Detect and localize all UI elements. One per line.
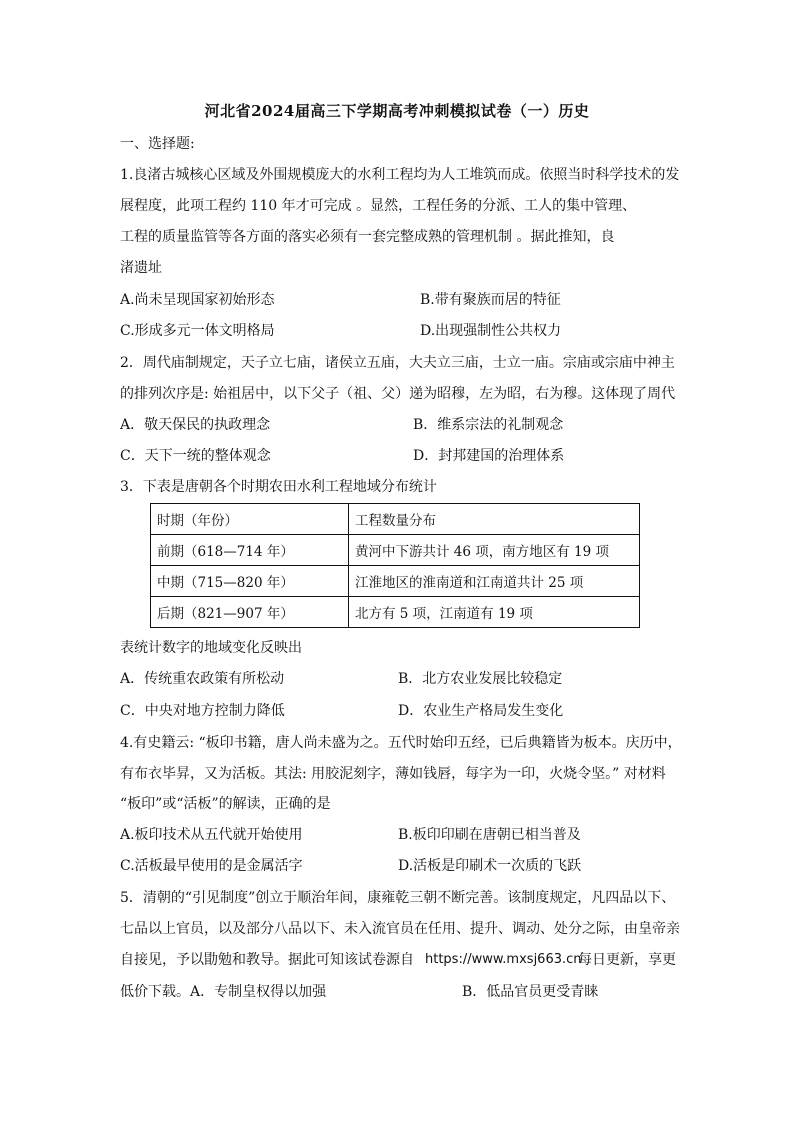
q5-line: 七品以上官员，以及部分八品以下、未入流官员在任用、提升、调动、处分之际，由皇帝亲 [120, 921, 680, 937]
q2-line: 的排列次序是: 始祖居中，以下父子（祖、父）递为昭穆，左为昭，右为穆。这体现了周代 [120, 386, 676, 402]
q1-line: 1.良渚古城核心区域及外围规模庞大的水利工程均为人工堆筑而成。依照当时科学技术的发 [120, 167, 680, 183]
q3-after-table: 表统计数字的地域变化反映出 [120, 640, 302, 656]
q4-option-c: C.活板最早使用的是金属活字 [120, 858, 303, 874]
q2-line: 2．周代庙制规定，天子立七庙，诸侯立五庙，大夫立三庙，士立一庙。宗庙或宗庙中神主 [120, 355, 675, 371]
table-cell: 前期（618—714 年） [151, 535, 349, 566]
q1-option-a: A.尚未呈现国家初始形态 [120, 292, 275, 308]
q4-option-b: B.板印印刷在唐朝已相当普及 [398, 827, 581, 843]
table-cell: 中期（715—820 年） [151, 566, 349, 597]
q4-line: 有布衣毕昇，又为活板。其法: 用胶泥刻字，薄如钱唇，每字为一印，火烧令坚。” 对材料 [120, 766, 666, 782]
q2-option-c: C．天下一统的整体观念 [120, 448, 271, 464]
table-header-cell: 工程数量分布 [349, 504, 640, 535]
q2-option-b: B．维系宗法的礼制观念 [413, 417, 564, 433]
q5-option-b: B．低品官员更受青睐 [462, 984, 599, 1000]
q3-option-c: C．中央对地方控制力降低 [120, 703, 285, 719]
q5-line-end: 每日更新，享更 [578, 952, 676, 968]
q3-option-d: D．农业生产格局发生变化 [398, 703, 564, 719]
table-cell: 北方有 5 项，江南道有 19 项 [349, 597, 640, 628]
table-cell: 后期（821—907 年） [151, 597, 349, 628]
q3-table [150, 503, 640, 628]
q1-option-d: D.出现强制性公共权力 [420, 323, 562, 339]
q2-option-d: D．封邦建国的治理体系 [413, 448, 565, 464]
table-cell: 江淮地区的淮南道和江南道共计 25 项 [349, 566, 640, 597]
q1-option-b: B.带有聚族而居的特征 [420, 292, 561, 308]
q2-option-a: A．敬天保民的执政理念 [120, 417, 271, 433]
table-header-row [151, 504, 640, 535]
page-title: 河北省2024届高三下学期高考冲刺模拟试卷（一）历史 [204, 102, 590, 120]
q1-option-c: C.形成多元一体文明格局 [120, 323, 275, 339]
q3-option-a: A．传统重农政策有所松动 [120, 671, 285, 687]
table-cell: 黄河中下游共计 46 项，南方地区有 19 项 [349, 535, 640, 566]
q4-option-a: A.板印技术从五代就开始使用 [120, 827, 303, 843]
q3-option-b: B．北方农业发展比较稳定 [398, 671, 563, 687]
q4-line: “板印”或“活板”的解读，正确的是 [120, 796, 331, 812]
q4-line: 4.有史籍云: “板印书籍，唐人尚未盛为之。五代时始印五经，已后典籍皆为板本。庆历中， [120, 735, 682, 751]
section-heading: 一、选择题: [120, 136, 195, 152]
table-row [151, 566, 640, 597]
table-row [151, 535, 640, 566]
q5-line-start: 自接见，予以勖勉和教导。据此可知该试卷源自 [120, 952, 414, 968]
table-header-cell: 时期（年份） [151, 504, 349, 535]
q1-line: 工程的质量监管等各方面的落实必须有一套完整成熟的管理机制 。据此推知，良 [120, 229, 615, 245]
source-url-link[interactable]: https://www.mxsj663.cn [425, 952, 582, 967]
table-row [151, 597, 640, 628]
q4-option-d: D.活板是印刷术一次质的飞跃 [398, 858, 582, 874]
q5-option-a-line: 低价下载。A．专制皇权得以加强 [120, 984, 327, 1000]
q1-line: 渚遗址 [120, 260, 162, 276]
q5-line: 5．清朝的“引见制度”创立于顺治年间，康雍乾三朝不断完善。该制度规定，凡四品以下、 [120, 890, 676, 906]
q1-line: 展程度，此项工程约 110 年才可完成 。显然，工程任务的分派、工人的集中管理、 [120, 198, 637, 214]
q3-stem: 3．下表是唐朝各个时期农田水利工程地域分布统计 [120, 479, 437, 495]
